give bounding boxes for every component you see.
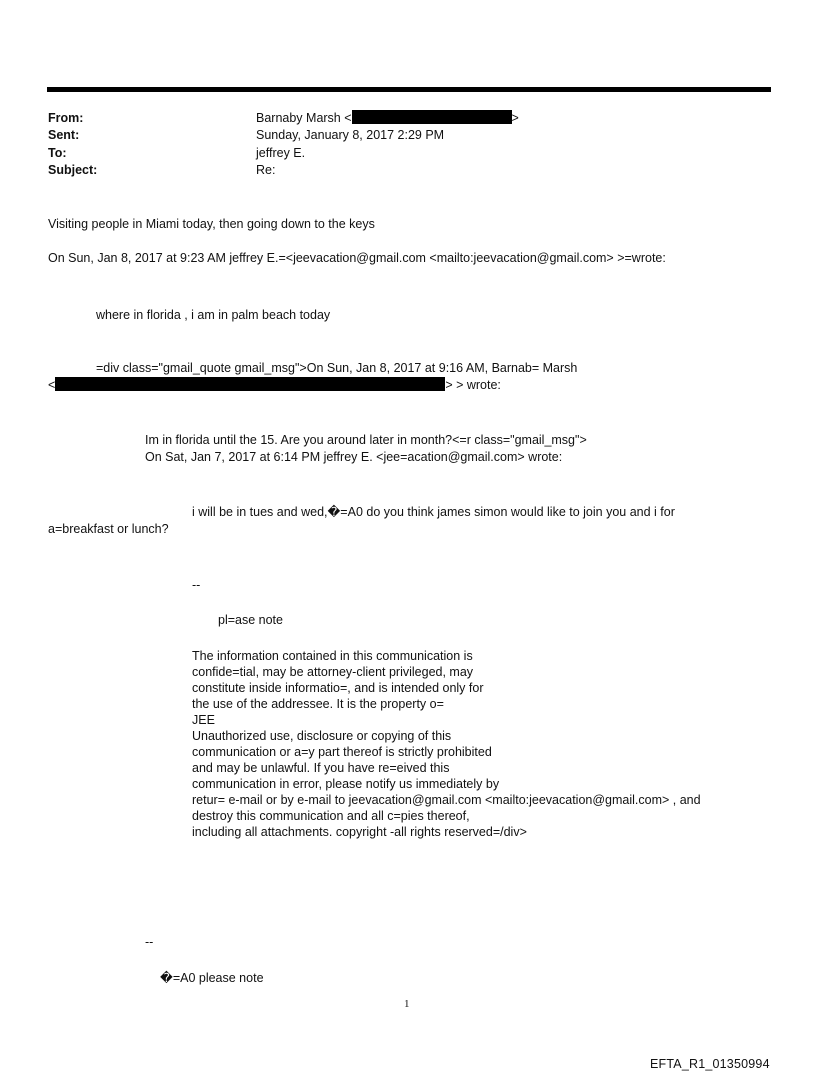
disclaimer-line: destroy this communication and all c=pies thereof, <box>192 809 470 823</box>
redacted-address <box>55 377 445 391</box>
signature-dash-1: -- <box>192 578 201 592</box>
signature-dash-2: -- <box>145 935 154 949</box>
body-line-1: Visiting people in Miami today, then going down to the keys <box>48 217 375 231</box>
disclaimer-line: confide=tial, may be attorney-client privileged, may <box>192 665 474 679</box>
from-name: Barnaby Marsh < <box>256 111 352 125</box>
redacted-email <box>352 110 512 124</box>
sent-value: Sunday, January 8, 2017 2:29 PM <box>256 128 445 142</box>
disclaimer-line: retur= e-mail or by e-mail to jeevacation@gmail.com <mailto:jeevacation@gmail.com> , and <box>192 793 701 807</box>
body-line-9: a=breakfast or lunch? <box>48 522 169 536</box>
quote-open: < <box>48 378 56 392</box>
body-line-5 <box>48 377 501 393</box>
sent-label: Sent: <box>48 128 80 142</box>
body-line-6: Im in florida until the 15. Are you around later in month?<=r class="gmail_msg"> <box>145 433 587 447</box>
from-label: From: <box>48 111 84 125</box>
document-id: EFTA_R1_01350994 <box>650 1057 770 1071</box>
subject-value: Re: <box>256 163 276 177</box>
disclaimer-block <box>192 648 701 840</box>
disclaimer-line: Unauthorized use, disclosure or copying of this <box>192 729 452 743</box>
disclaimer-line: communication or a=y part thereof is strictly prohibited <box>192 745 492 759</box>
quote-close: > > wrote: <box>445 378 501 392</box>
disclaimer-line: The information contained in this communication is <box>192 649 473 663</box>
subject-label: Subject: <box>48 163 98 177</box>
page-number: 1 <box>404 998 410 1010</box>
body-line-2: On Sun, Jan 8, 2017 at 9:23 AM jeffrey E.=<jeevacation@gmail.com <mailto:jeevacation@gmail.com> >=wrote: <box>48 251 666 265</box>
body-line-8: i will be in tues and wed,�=A0 do you think james simon would like to join you and i for <box>192 505 675 519</box>
body-line-7: On Sat, Jan 7, 2017 at 6:14 PM jeffrey E. <jee=acation@gmail.com> wrote: <box>145 450 563 464</box>
disclaimer-line: the use of the addressee. It is the property o= <box>192 697 444 711</box>
signature-please-note-2: �=A0 please note <box>160 971 264 985</box>
disclaimer-line: and may be unlawful. If you have re=eived this <box>192 761 450 775</box>
header-rule <box>47 87 771 92</box>
disclaimer-line: communication in error, please notify us immediately by <box>192 777 500 791</box>
to-label: To: <box>48 146 67 160</box>
disclaimer-line: including all attachments. copyright -all rights reserved=/div> <box>192 825 527 839</box>
to-value: jeffrey E. <box>256 146 306 160</box>
from-close: > <box>511 111 519 125</box>
disclaimer-line: constitute inside informatio=, and is intended only for <box>192 681 484 695</box>
disclaimer-line: JEE <box>192 713 215 727</box>
signature-please-note-1: pl=ase note <box>218 613 283 627</box>
body-line-3: where in florida , i am in palm beach today <box>96 308 331 322</box>
from-value <box>256 110 519 126</box>
body-line-4: =div class="gmail_quote gmail_msg">On Sun, Jan 8, 2017 at 9:16 AM, Barnab= Marsh <box>96 361 578 375</box>
